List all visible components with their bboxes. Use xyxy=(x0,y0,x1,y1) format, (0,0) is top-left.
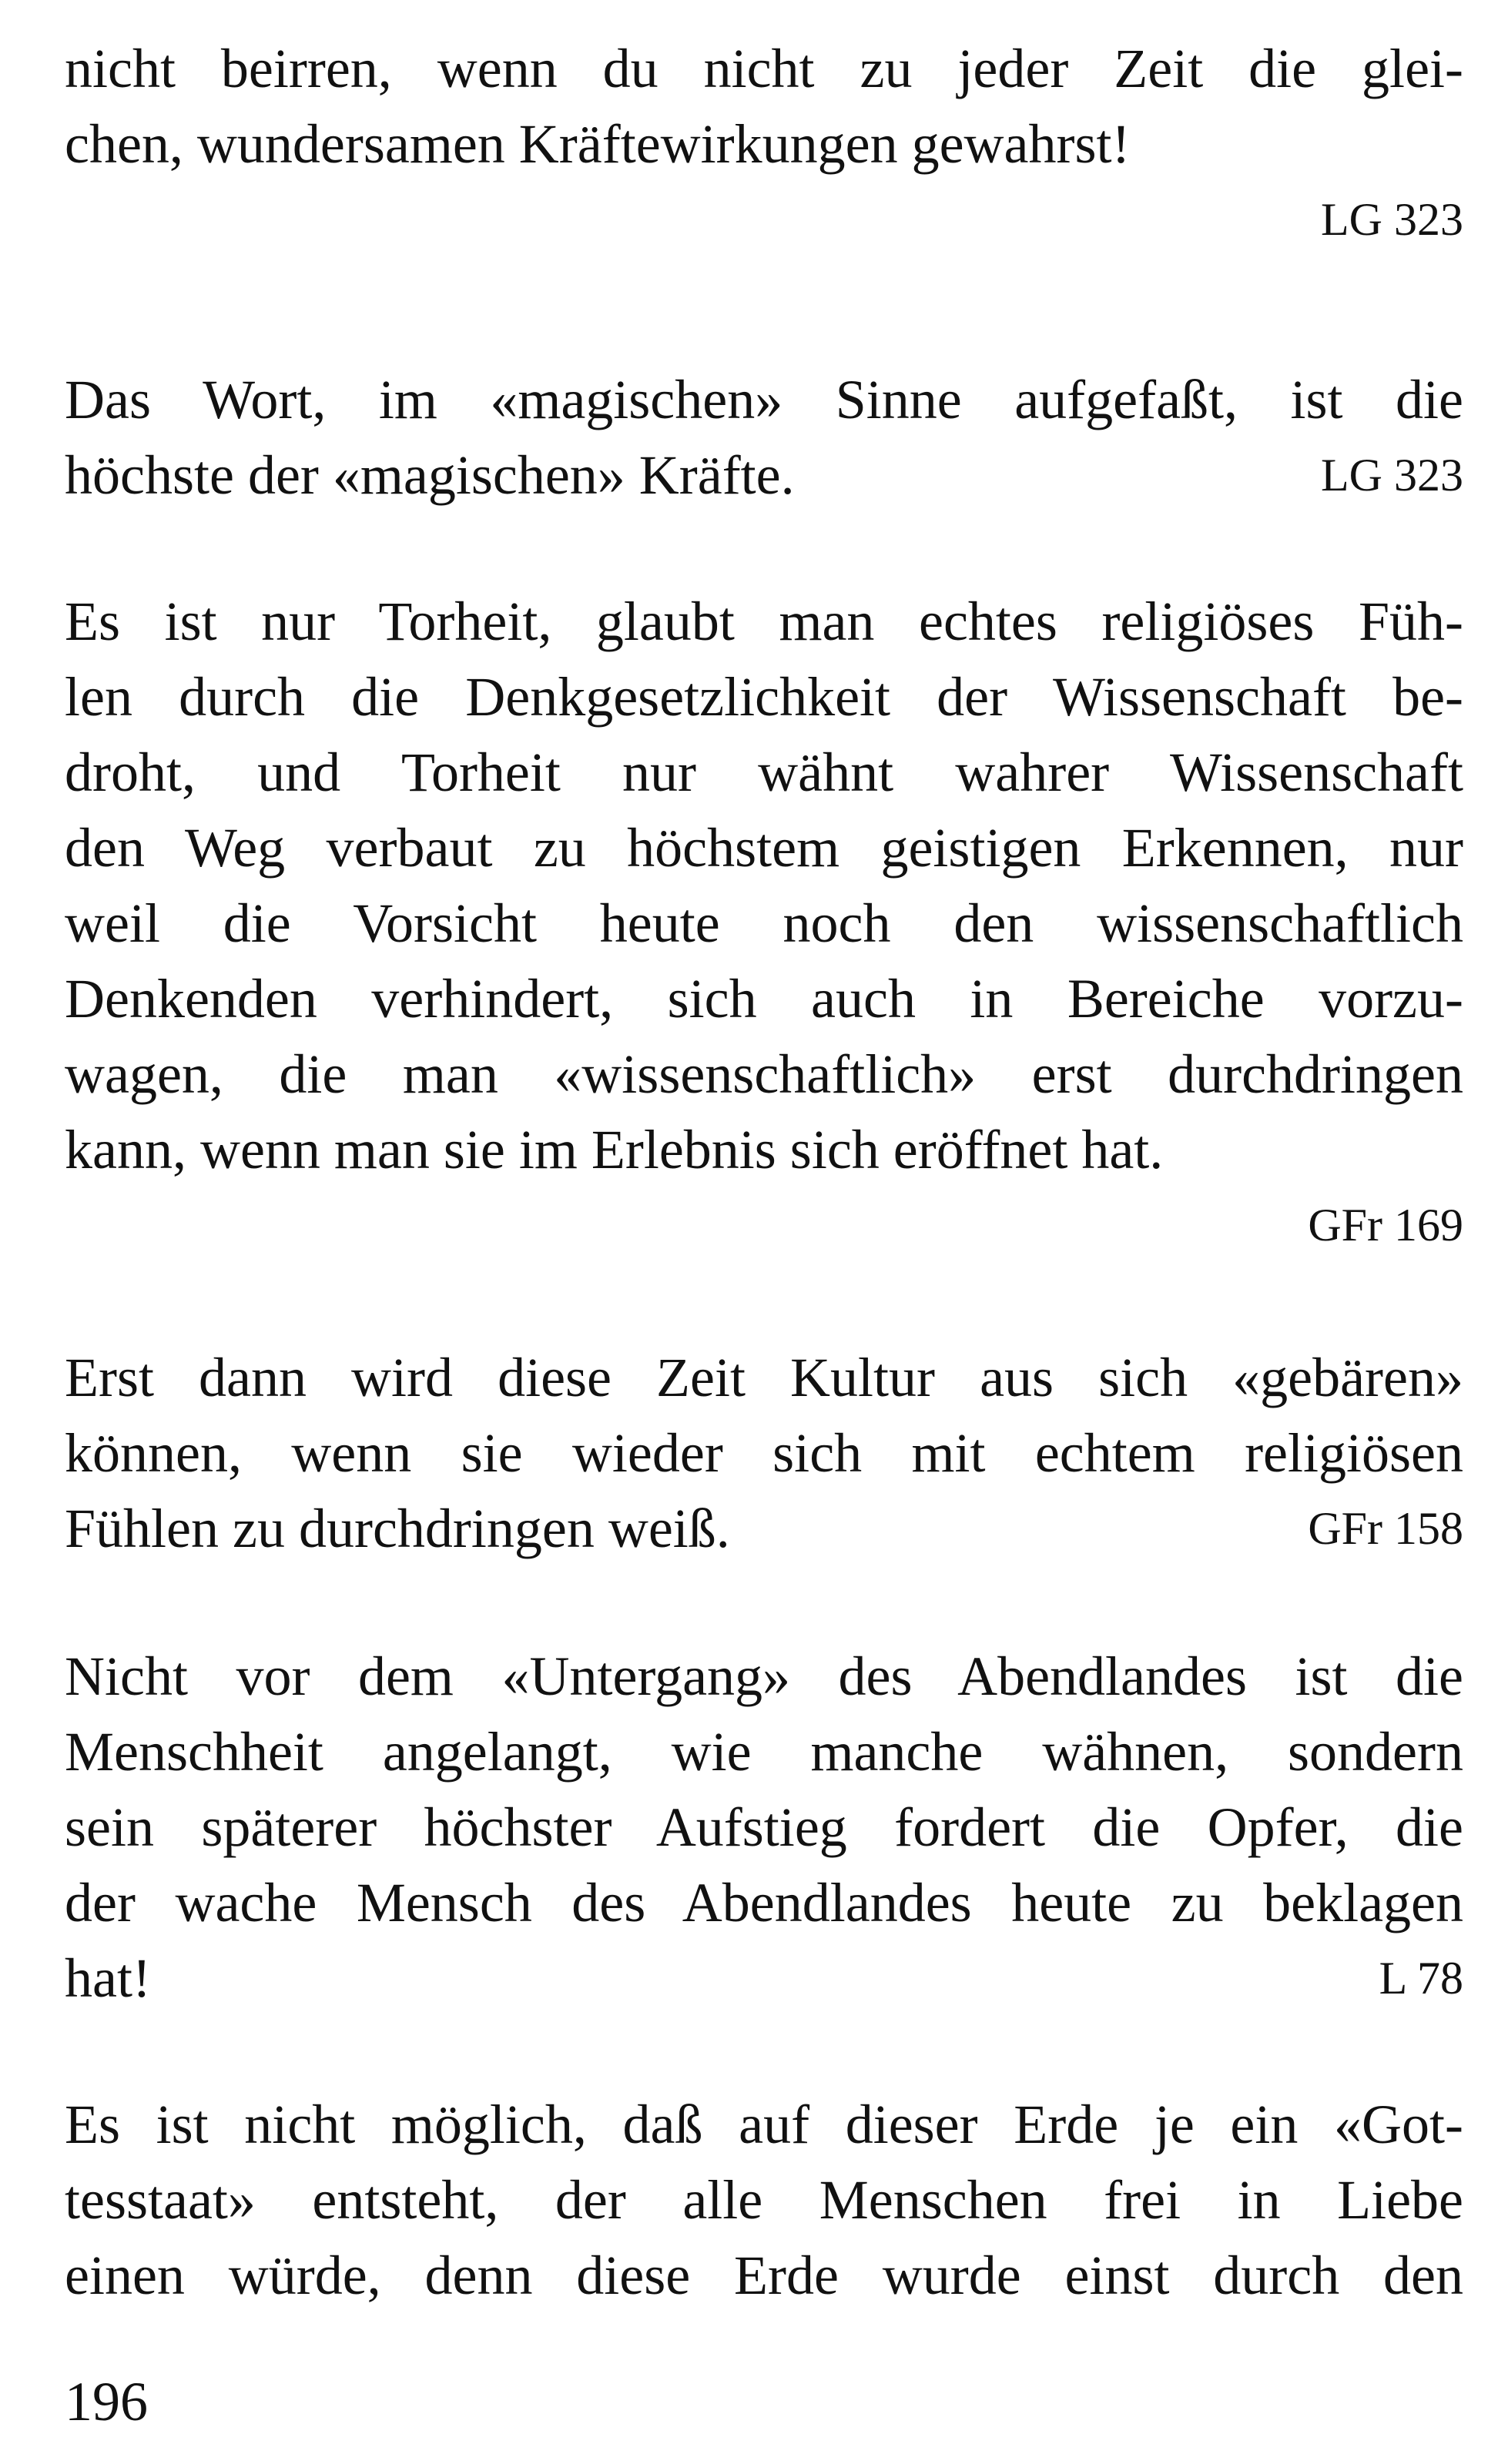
source-reference: LG 323 xyxy=(1321,450,1463,500)
text-line: einen würde, denn diese Erde wurde einst durch den xyxy=(65,2245,1463,2306)
source-reference: LG 323 xyxy=(1321,194,1463,245)
text-line: weil die Vorsicht heute noch den wissenschaftlich xyxy=(65,892,1463,954)
text-line: Es ist nicht möglich, daß auf dieser Erde je ein «Got- xyxy=(65,2094,1463,2155)
quote-entry-6 xyxy=(65,2087,1463,2313)
text-line: Das Wort, im «magischen» Sinne aufgefaßt, ist die xyxy=(65,369,1463,430)
text-line: hat! xyxy=(65,1947,151,2009)
quote-entry-5 xyxy=(65,1639,1463,2016)
text-line-with-reference xyxy=(65,1491,1463,1566)
quote-entry-3 xyxy=(65,584,1463,1263)
text-line: wagen, die man «wissenschaftlich» erst durchdringen xyxy=(65,1043,1463,1105)
quote-entry-1 xyxy=(65,31,1463,257)
text-line: droht, und Torheit nur wähnt wahrer Wissenschaft xyxy=(65,742,1463,803)
text-line: Erst dann wird diese Zeit Kultur aus sich «gebären» xyxy=(65,1347,1463,1408)
text-line: tesstaat» entsteht, der alle Menschen frei in Liebe xyxy=(65,2169,1463,2231)
book-page xyxy=(65,31,1463,2449)
page-number: 196 xyxy=(65,2371,148,2432)
text-line: der wache Mensch des Abendlandes heute zu beklagen xyxy=(65,1872,1463,1933)
source-reference: L 78 xyxy=(1379,1953,1463,2004)
text-line: Es ist nur Torheit, glaubt man echtes religiöses Füh- xyxy=(65,591,1463,652)
text-line: Nicht vor dem «Untergang» des Abendlandes ist die xyxy=(65,1645,1463,1707)
text-line: können, wenn sie wieder sich mit echtem religiösen xyxy=(65,1422,1463,1484)
text-line: den Weg verbaut zu höchstem geistigen Erkennen, nur xyxy=(65,817,1463,879)
source-reference: GFr 158 xyxy=(1308,1503,1463,1554)
source-reference: GFr 169 xyxy=(1308,1200,1463,1250)
text-line-with-reference xyxy=(65,1940,1463,2016)
text-line: kann, wenn man sie im Erlebnis sich eröffnet hat. xyxy=(65,1119,1164,1180)
text-line: Fühlen zu durchdringen weiß. xyxy=(65,1498,730,1559)
text-line: sein späterer höchster Aufstieg fordert die Opfer, die xyxy=(65,1796,1463,1858)
text-line: chen, wundersamen Kräftewirkungen gewahrst! xyxy=(65,113,1131,175)
quote-entry-2 xyxy=(65,362,1463,513)
text-line: höchste der «magischen» Kräfte. xyxy=(65,444,795,506)
text-line: Menschheit angelangt, wie manche wähnen, sondern xyxy=(65,1721,1463,1783)
text-line: nicht beirren, wenn du nicht zu jeder Zeit die glei- xyxy=(65,38,1463,99)
text-line: len durch die Denkgesetzlichkeit der Wissenschaft be- xyxy=(65,666,1463,728)
quote-entry-4 xyxy=(65,1340,1463,1566)
text-line-with-reference xyxy=(65,437,1463,513)
text-line: Denkenden verhindert, sich auch in Bereiche vorzu- xyxy=(65,968,1463,1029)
